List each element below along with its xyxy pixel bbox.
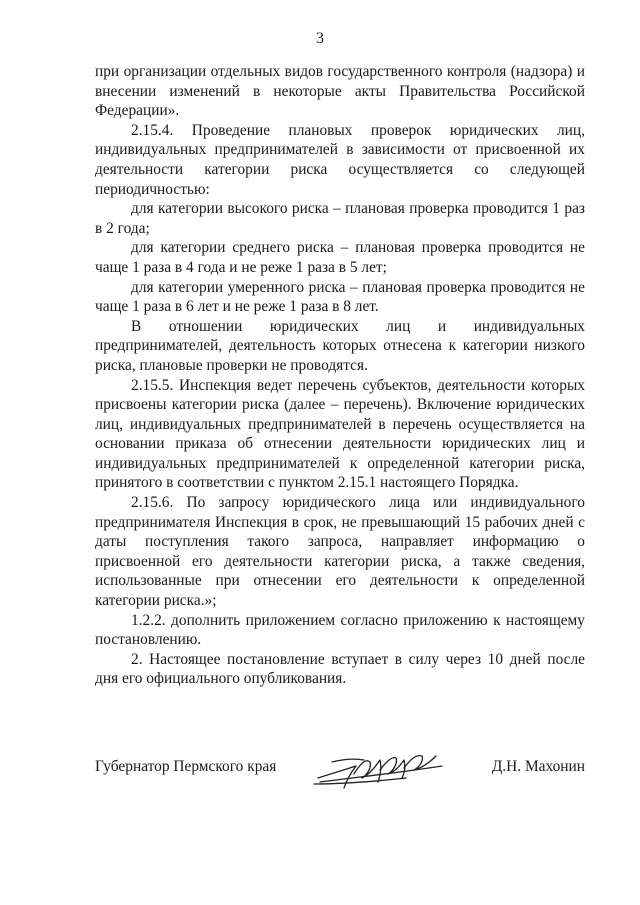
paragraph-high-risk: для категории высокого риска – плановая проверка проводится 1 раз в 2 года; [95,200,585,237]
paragraph-2: 2. Настоящее постановление вступает в силу через 10 дней после дня его официального опубликования. [95,650,585,688]
paragraph-moderate-risk: для категории умеренного риска – плановая проверка проводится не чаще 1 раза в 6 лет и не реже 1 раза в 8 лет. [95,278,585,316]
paragraph-medium-risk: для категории среднего риска – плановая проверка проводится не чаще 1 раза в 4 года и не реже 1 раза в 5 лет; [95,239,585,276]
page-number: 3 [316,30,324,47]
paragraph-2-15-4: 2.15.4. Проведение плановых проверок юридических лиц, индивидуальных предпринимателей в зависимости от присвоенной их деятельности категории риска осуществляется со следующей периодичностью: [95,121,585,198]
signatory-name: Д.Н. Махонин [491,758,585,775]
paragraph-2-15-6: 2.15.6. По запросу юридического лица или индивидуального предпринимателя Инспекция в срок, не превышающий 15 рабочих дней с даты поступления такого запроса, направляет информацию о присвоенной его деятельности категории риска, а также сведения, использованные при отнесении его деятельности к определенной категории риска.»; [95,494,585,610]
paragraph-2-15-5: 2.15.5. Инспекция ведет перечень субъектов, деятельности которых присвоены категории риска (далее – перечень). Включение юридических лиц, индивидуальных предпринимателей в перечень осуществляется на основании приказа об отнесении деятельности юридических лиц и индивидуальных предпринимателей к определенной категории риска, принятого в соответствии с пунктом 2.15.1 настоящего Порядка. [95,376,585,492]
signature-block [95,750,585,800]
signatory-role: Губернатор Пермского края [95,758,277,775]
paragraph-low-risk: В отношении юридических лиц и индивидуальных предпринимателей, деятельность которых отнесена к категории низкого риска, плановые проверки не проводятся. [95,317,585,374]
paragraph-1-2-2: 1.2.2. дополнить приложением согласно приложению к настоящему постановлению. [95,611,585,649]
handwritten-signature [310,744,450,792]
document-body [95,62,585,689]
paragraph-continuation: при организации отдельных видов государственного контроля (надзора) и внесении изменений в некоторые акты Правительства Российской Федерации». [95,63,585,120]
